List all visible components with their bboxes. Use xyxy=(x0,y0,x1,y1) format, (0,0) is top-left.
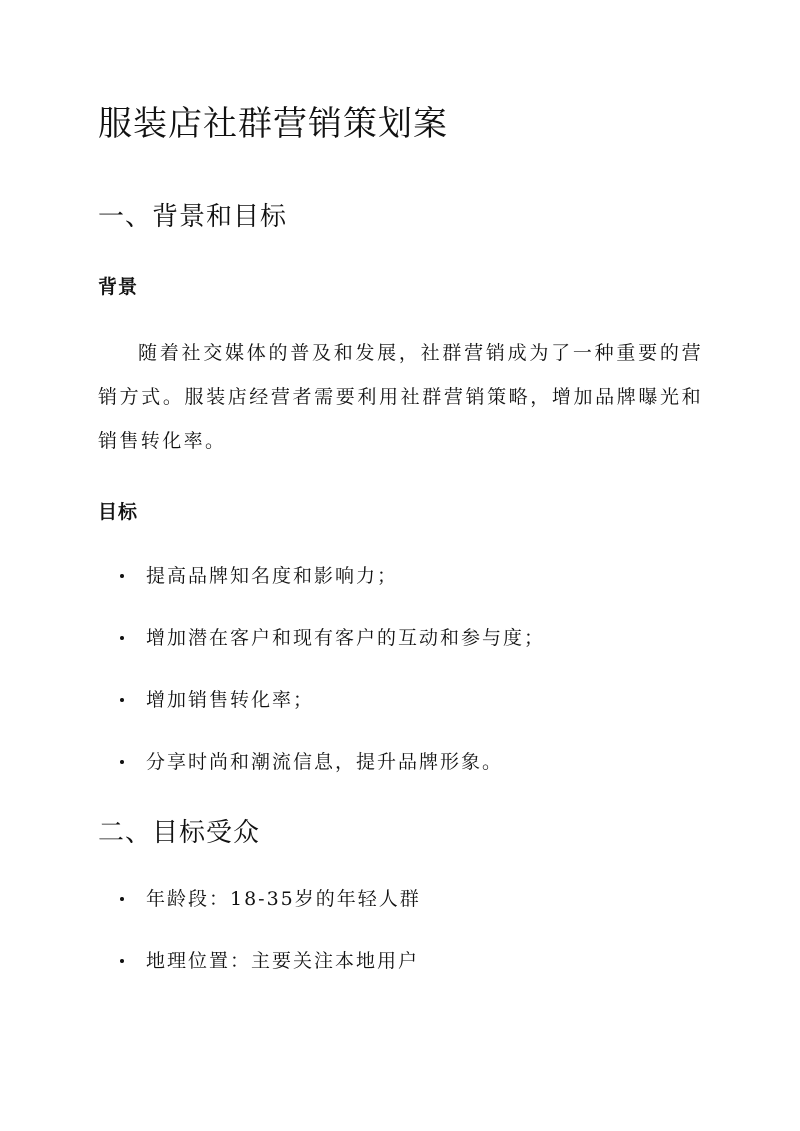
subheading-goals: 目标 xyxy=(98,501,139,523)
goals-list xyxy=(98,565,545,813)
subheading-background: 背景 xyxy=(98,276,139,298)
bullet-icon xyxy=(120,574,124,578)
list-item xyxy=(98,627,545,689)
list-item-text: 增加潜在客户和现有客户的互动和参与度； xyxy=(146,627,546,649)
bullet-icon xyxy=(120,636,124,640)
list-item-text: 分享时尚和潮流信息，提升品牌形象。 xyxy=(146,751,504,773)
section-heading-target-audience: 二、目标受众 xyxy=(98,818,261,848)
list-item-text: 地理位置：主要关注本地用户 xyxy=(146,950,420,972)
list-item xyxy=(98,565,545,627)
document-title: 服装店社群营销策划案 xyxy=(98,104,448,144)
list-item xyxy=(98,950,421,1012)
list-item xyxy=(98,689,545,751)
bullet-icon xyxy=(120,959,124,963)
section-heading-background-goals: 一、背景和目标 xyxy=(98,202,288,232)
list-item-text: 年龄段：18-35岁的年轻人群 xyxy=(146,888,421,910)
audience-list xyxy=(98,888,421,1012)
bullet-icon xyxy=(120,698,124,702)
list-item xyxy=(98,888,421,950)
list-item-text: 增加销售转化率； xyxy=(146,689,315,711)
bullet-icon xyxy=(120,760,124,764)
list-item-text: 提高品牌知名度和影响力； xyxy=(146,565,399,587)
background-paragraph: 随着社交媒体的普及和发展，社群营销成为了一种重要的营销方式。服装店经营者需要利用社群营销策略，增加品牌曝光和销售转化率。 xyxy=(98,342,703,452)
list-item xyxy=(98,751,545,813)
bullet-icon xyxy=(120,897,124,901)
